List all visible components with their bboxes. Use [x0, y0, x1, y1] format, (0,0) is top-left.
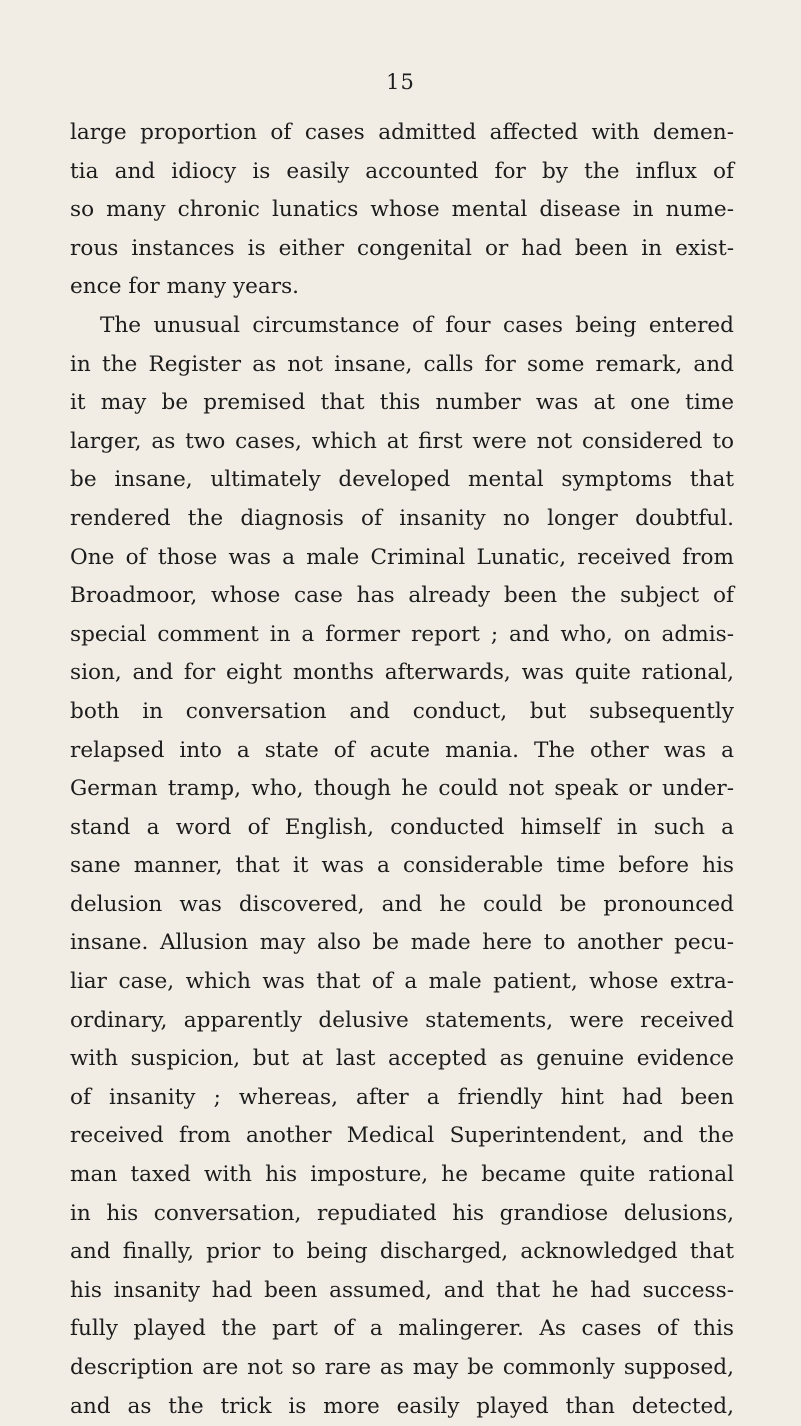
- text-line: relapsed into a state of acute mania. The other was a: [70, 737, 734, 763]
- text-line: tia and idiocy is easily accounted for by the influx of: [70, 158, 734, 184]
- body-text: [70, 114, 734, 1426]
- text-line: large proportion of cases admitted affected with demen-: [70, 120, 734, 145]
- text-line: description are not so rare as may be commonly supposed,: [70, 1355, 734, 1380]
- text-line: ence for many years.: [70, 274, 300, 300]
- text-line: German tramp, who, though he could not speak or under-: [70, 776, 734, 802]
- text-line: sion, and for eight months afterwards, was quite rational,: [70, 660, 734, 686]
- text-line: so many chronic lunatics whose mental disease in nume-: [70, 197, 734, 223]
- text-line: rendered the diagnosis of insanity no longer doubtful.: [70, 505, 734, 531]
- text-line: stand a word of English, conducted himself in such a: [70, 814, 734, 840]
- text-line: in the Register as not insane, calls for some remark, and: [70, 351, 734, 377]
- text-line: and as the trick is more easily played than detected,: [70, 1393, 734, 1419]
- text-line: rous instances is either congenital or had been in exist-: [70, 235, 734, 261]
- text-line: it may be premised that this number was at one time: [70, 390, 734, 416]
- text-line: delusion was discovered, and he could be pronounced: [70, 891, 734, 917]
- text-line: fully played the part of a malingerer. As cases of this: [70, 1316, 734, 1342]
- text-line: liar case, which was that of a male patient, whose extra-: [70, 969, 734, 995]
- text-line: insane. Allusion may also be made here to another pecu-: [70, 930, 734, 956]
- page-number: 15: [386, 70, 415, 94]
- text-line: received from another Medical Superintendent, and the: [70, 1123, 734, 1149]
- text-line: One of those was a male Criminal Lunatic, received from: [70, 544, 734, 570]
- text-line: Broadmoor, whose case has already been the subject of: [70, 583, 734, 609]
- text-line: sane manner, that it was a considerable time before his: [70, 853, 734, 879]
- text-line: in his conversation, repudiated his grandiose delusions,: [70, 1200, 734, 1226]
- text-line: of insanity ; whereas, after a friendly hint had been: [70, 1084, 734, 1110]
- text-line: special comment in a former report ; and who, on admis-: [70, 621, 734, 647]
- text-line: his insanity had been assumed, and that he had success-: [70, 1277, 734, 1303]
- text-line: man taxed with his imposture, he became quite rational: [70, 1162, 734, 1188]
- text-line: ordinary, apparently delusive statements, were received: [70, 1007, 734, 1033]
- text-line: The unusual circumstance of four cases being entered: [100, 312, 734, 338]
- text-line: and finally, prior to being discharged, acknowledged that: [70, 1239, 734, 1265]
- text-line: larger, as two cases, which at first were not considered to: [70, 428, 734, 454]
- text-line: be insane, ultimately developed mental symptoms that: [70, 467, 734, 493]
- text-line: both in conversation and conduct, but subsequently: [70, 698, 734, 724]
- text-line: with suspicion, but at last accepted as genuine evidence: [70, 1046, 734, 1072]
